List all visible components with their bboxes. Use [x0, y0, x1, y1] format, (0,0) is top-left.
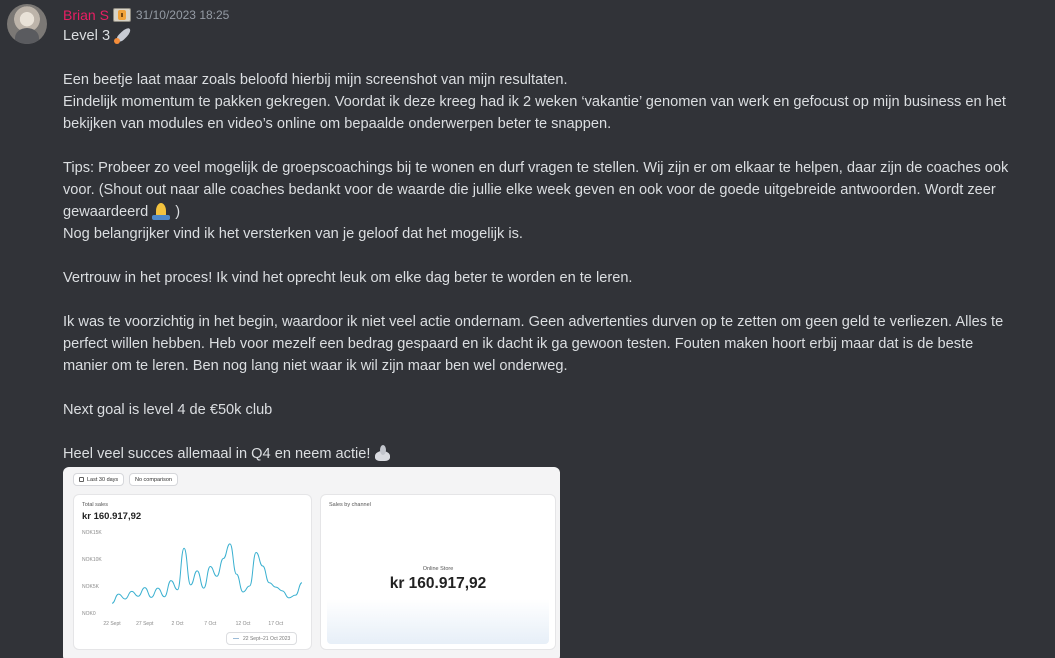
message-line — [63, 25, 1053, 47]
message-line — [63, 135, 1053, 157]
message-line: Tips: Probeer zo veel mogelijk de groepscoachings bij te wonen en durf vragen te stellen. Wij zijn er om elkaar te helpen, daar zijn de coaches ook — [63, 160, 1009, 176]
message-line: voor. (Shout out naar alle coaches bedankt voor de waarde die jullie elke week geven en ook voor de goede uitgebreide antwoorden. Wordt zeer — [63, 182, 996, 198]
legend-label: 22 Sept–21 Oct 2023 — [243, 635, 291, 642]
message-line — [63, 377, 1053, 399]
message-text: Level 3 — [63, 28, 111, 44]
image-attachment[interactable] — [63, 467, 560, 658]
calendar-icon — [79, 477, 84, 482]
message-line: bekijken van modules en video’s online om bepaalde onderwerpen beter te snappen. — [63, 116, 612, 132]
comparison-filter[interactable] — [129, 473, 178, 486]
x-tick-label: 7 Oct — [204, 621, 217, 627]
message-line — [63, 289, 1053, 311]
message-text: gewaardeerd — [63, 204, 149, 220]
message-text: Heel veel succes allemaal in Q4 en neem actie! — [63, 446, 371, 462]
x-tick-label: 2 Oct — [171, 621, 184, 627]
message-line — [63, 245, 1053, 267]
message-line: Eindelijk momentum te pakken gekregen. Voordat ik deze kreeg had ik 2 weken ‘vakantie’ genomen van werk en gefocust op mijn business en het — [63, 94, 1006, 110]
message-text: ) — [175, 204, 181, 220]
x-tick-label: 12 Oct — [235, 621, 251, 627]
total-sales-card — [73, 494, 312, 650]
filter-label: No comparison — [135, 476, 172, 483]
sales-line-chart — [74, 495, 313, 651]
channel-label: Online Store — [422, 566, 454, 572]
legend-line-icon — [233, 638, 239, 639]
x-tick-label: 17 Oct — [268, 621, 284, 627]
message-line: perfect willen hebben. Heb voor mezelf een bedrag gespaard en ik dacht ik ga gewoon testen. Fouten maken hoort erbij maar dat is de beste — [63, 336, 974, 352]
x-tick-label: 22 Sept — [103, 621, 121, 627]
message-line — [63, 421, 1053, 443]
y-tick-label: NOK0 — [82, 611, 96, 617]
message-line: Next goal is level 4 de €50k club — [63, 402, 273, 418]
timestamp: 31/10/2023 18:25 — [135, 8, 230, 22]
pray-icon — [151, 202, 171, 220]
money-bag-role-icon[interactable] — [113, 8, 131, 22]
sales-series-line — [112, 544, 302, 603]
y-tick-label: NOK5K — [82, 584, 99, 590]
date-range-filter[interactable] — [73, 473, 124, 486]
rocket-icon — [113, 26, 133, 44]
channel-value: kr 160.917,92 — [389, 575, 487, 592]
message-line — [63, 443, 1053, 465]
avatar[interactable] — [7, 4, 47, 44]
message-header — [63, 5, 229, 25]
message-line: manier om te leren. Ben nog lang niet waar ik wil zijn maar ben wel onderweg. — [63, 358, 568, 374]
message-line: Ik was te voorzichtig in het begin, waardoor ik niet veel actie ondernam. Geen advertenties durven op te zetten om geen geld te verliezen. Alles te — [63, 314, 1004, 330]
message-line — [63, 47, 1053, 69]
message-content — [63, 25, 1053, 465]
channel-shading — [327, 599, 549, 644]
muscle-icon — [373, 444, 393, 462]
y-tick-label: NOK10K — [82, 557, 102, 563]
x-tick-label: 27 Sept — [136, 621, 154, 627]
chart-legend — [226, 632, 297, 645]
filter-label: Last 30 days — [87, 476, 119, 483]
message-line — [63, 201, 1053, 223]
sales-by-channel-card — [320, 494, 556, 650]
total-sales-value: kr 160.917,92 — [82, 511, 142, 522]
card-title: Sales by channel — [329, 502, 371, 508]
y-tick-label: NOK15K — [82, 530, 102, 536]
card-title: Total sales — [82, 502, 108, 508]
username[interactable]: Brian S — [63, 7, 109, 23]
message-line: Vertrouw in het proces! Ik vind het oprecht leuk om elke dag beter te worden en te leren. — [63, 270, 633, 286]
message-line: Een beetje laat maar zoals beloofd hierbij mijn screenshot van mijn resultaten. — [63, 72, 568, 88]
message-line: Nog belangrijker vind ik het versterken van je geloof dat het mogelijk is. — [63, 226, 523, 242]
